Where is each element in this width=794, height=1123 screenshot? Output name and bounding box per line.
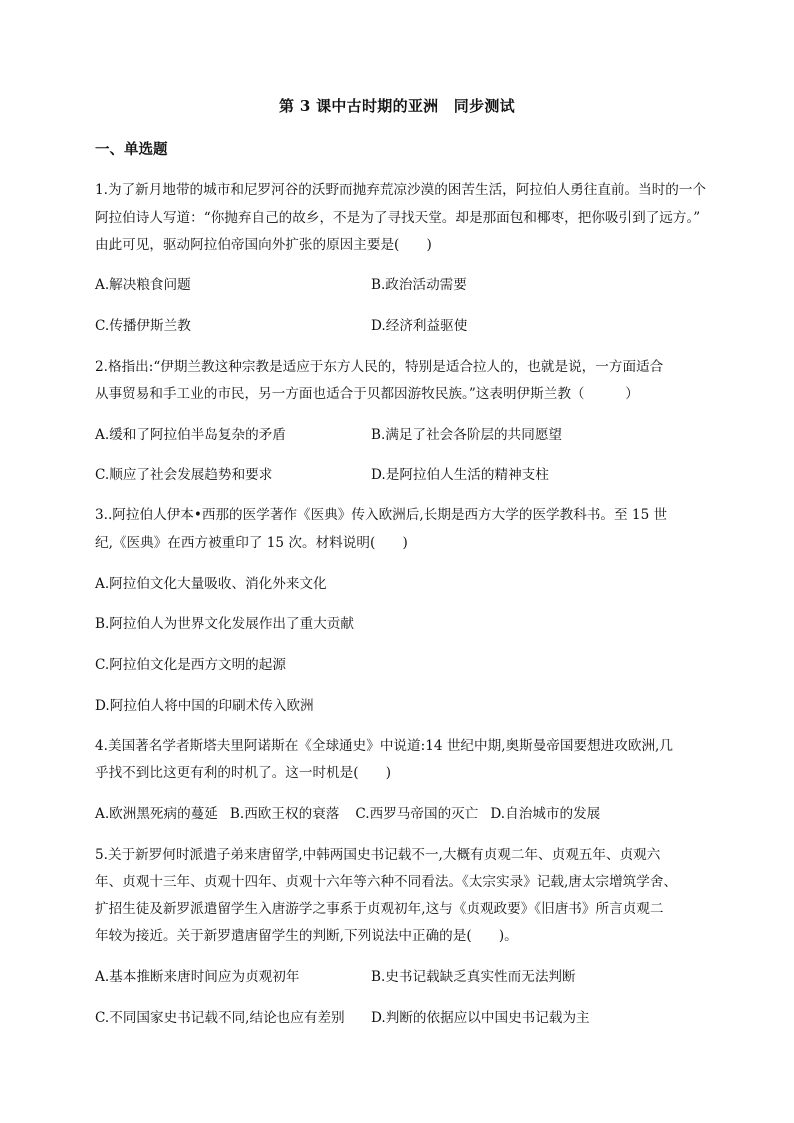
- question-5-option-c: C.不同国家史书记载不同,结论也应有差别: [95, 1010, 345, 1026]
- question-4-line-2: 乎找不到比这更有利的时机了。这一时机是( ): [95, 765, 392, 781]
- question-5-line-1: 5.关于新罗何时派遣子弟来唐留学,中韩两国史书记载不一,大概有贞观二年、贞观五年、贞观六: [95, 847, 661, 863]
- question-1-option-b: B.政治活动需要: [371, 277, 467, 293]
- question-5-line-3: 扩招生徒及新罗派遣留学生入唐游学之事系于贞观初年,这与《贞观政要》《旧唐书》所言贞观二: [95, 901, 664, 917]
- question-4-option-d: D.自治城市的发展: [490, 806, 601, 822]
- question-5-option-b: B.史书记载缺乏真实性而无法判断: [371, 969, 576, 985]
- question-4-options: [95, 802, 600, 822]
- question-3-option-b: B.阿拉伯人为世界文化发展作出了重大贡献: [95, 616, 354, 632]
- question-2-line-2: 从事贸易和手工业的市民，另一方面也适合于贝都因游牧民族。”这表明伊斯兰教（ ）: [95, 386, 639, 402]
- question-1-line-3: 由此可见，驱动阿拉伯帝国向外扩张的原因主要是( ): [95, 237, 432, 253]
- question-5-option-a: A.基本推断来唐时间应为贞观初年: [95, 969, 300, 985]
- question-5-line-4: 年较为接近。关于新罗遣唐留学生的判断,下列说法中正确的是( )。: [95, 928, 518, 944]
- question-2-line-1: 2.格指出:“伊期兰教这种宗教是适应于东方人民的，特别是适合拉人的，也就是说，一方面适合: [95, 359, 664, 375]
- question-4-line-1: 4.美国著名学者斯塔夫里阿诺斯在《全球通史》中说道:14 世纪中期,奥斯曼帝国要想进攻欧洲,几: [95, 738, 673, 754]
- question-1-line-2: 阿拉伯诗人写道：“你抛弃自己的故乡，不是为了寻找天堂。却是那面包和椰枣，把你吸引到了远方。”: [95, 210, 701, 226]
- question-3-option-c: C.阿拉伯文化是西方文明的起源: [95, 657, 286, 673]
- section-heading: 一、单选题: [95, 141, 168, 158]
- question-4-option-a: A.欧洲黑死病的蔓延: [95, 806, 218, 822]
- question-5-line-2: 年、贞观十三年、贞观十四年、贞观十六年等六种不同看法。《太宗实录》记载,唐太宗增筑学舍、: [95, 874, 678, 890]
- question-4-option-b: B.西欧王权的衰落: [229, 806, 340, 822]
- question-1-option-a: A.解决粮食问题: [95, 277, 191, 293]
- question-1-option-d: D.经济利益驱使: [371, 318, 468, 334]
- question-5-option-d: D.判断的依据应以中国史书记载为主: [371, 1010, 590, 1026]
- question-3-option-a: A.阿拉伯文化大量吸收、消化外来文化: [95, 576, 327, 592]
- question-3-option-d: D.阿拉伯人将中国的印刷术传入欧洲: [95, 698, 314, 714]
- question-3-line-2: 纪,《医典》在西方被重印了 15 次。材料说明( ): [95, 535, 408, 551]
- question-2-option-b: B.满足了社会各阶层的共同愿望: [371, 427, 563, 443]
- question-1-line-1: 1.为了新月地带的城市和尼罗河谷的沃野而抛弃荒凉沙漠的困苦生活，阿拉伯人勇往直前。当时的一个: [95, 182, 707, 198]
- question-2-option-d: D.是阿拉伯人生活的精神支柱: [371, 467, 549, 483]
- question-4-option-c: C.西罗马帝国的灭亡: [355, 806, 479, 822]
- question-3-line-1: 3..阿拉伯人伊本•西那的医学著作《医典》传入欧洲后,长期是西方大学的医学教科书。至 15 世: [95, 507, 668, 523]
- question-2-option-c: C.顺应了社会发展趋势和要求: [95, 467, 273, 483]
- document-title: 第 3 课中古时期的亚洲 同步测试: [279, 97, 515, 115]
- question-2-option-a: A.缓和了阿拉伯半岛复杂的矛盾: [95, 427, 286, 443]
- question-1-option-c: C.传播伊斯兰教: [95, 318, 191, 334]
